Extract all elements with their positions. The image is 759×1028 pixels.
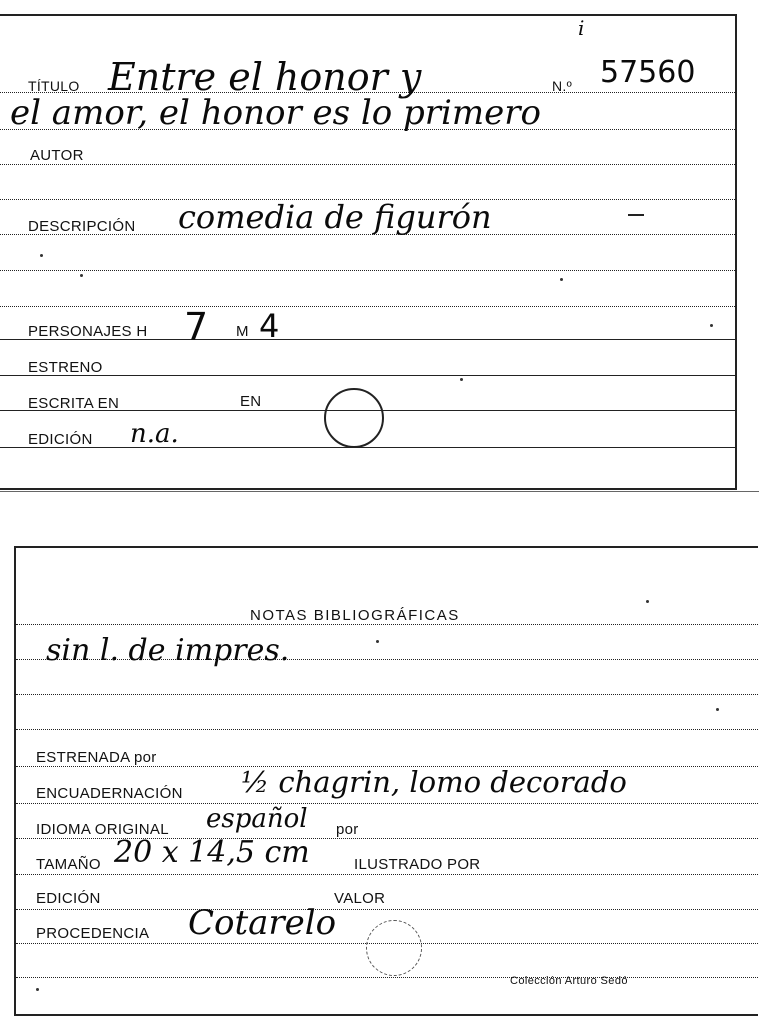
numero-value: 57560 (600, 55, 696, 90)
rule-line (0, 306, 735, 307)
notas-value: sin l. de impres. (46, 633, 290, 668)
procedencia-value: Cotarelo (188, 903, 337, 943)
encuadernacion-label: ENCUADERNACIÓN (36, 785, 183, 802)
escrita-label: ESCRITA EN (28, 395, 120, 412)
estreno-label: ESTRENO (28, 359, 103, 376)
tamano-label: TAMAÑO (36, 856, 101, 873)
catalog-card-front (0, 14, 737, 490)
rule-line (0, 164, 735, 165)
speck (40, 254, 43, 257)
coleccion-label: Colección Arturo Sedó (510, 975, 628, 987)
numero-label: N.º (552, 78, 573, 94)
procedencia-label: PROCEDENCIA (36, 925, 150, 942)
rule-line (16, 624, 758, 625)
tamano-value: 20 x 14,5 cm (114, 835, 310, 870)
encuadernacion-value: ½ chagrin, lomo decorado (241, 765, 627, 799)
speck (376, 640, 379, 643)
speck (716, 708, 719, 711)
rule-line (16, 874, 758, 875)
titulo-value-line1: Entre el honor y (108, 55, 422, 99)
rule-line (16, 977, 758, 978)
estrenada-label: ESTRENADA por (36, 749, 157, 766)
rule-line (0, 375, 735, 376)
speck (646, 600, 649, 603)
numero-mark: i (578, 16, 585, 40)
speck (36, 988, 39, 991)
rule-line (0, 447, 735, 448)
ilustrado-label: ILUSTRADO POR (354, 856, 481, 873)
rule-line (16, 909, 758, 910)
speck (710, 324, 713, 327)
catalog-card-back (14, 546, 758, 1016)
rule-line (16, 729, 758, 730)
valor-label: VALOR (334, 890, 386, 907)
autor-label: AUTOR (30, 147, 84, 164)
personajes-m-label: M (236, 323, 249, 340)
escrita-en-label: EN (240, 393, 262, 410)
rule-line (16, 803, 758, 804)
ink-stamp (324, 388, 384, 448)
ink-stamp (366, 920, 422, 976)
notas-title: NOTAS BIBLIOGRÁFICAS (250, 607, 460, 624)
card-separator (0, 491, 759, 492)
speck (80, 274, 83, 277)
rule-line (0, 270, 735, 271)
speck (460, 378, 463, 381)
edicion-label: EDICIÓN (28, 431, 93, 448)
personajes-h-value: 7 (184, 305, 209, 349)
dash-mark (628, 214, 644, 216)
speck (560, 278, 563, 281)
titulo-label: TÍTULO (28, 78, 80, 94)
idioma-por-label: por (336, 821, 359, 838)
idioma-label: IDIOMA ORIGINAL (36, 821, 169, 838)
personajes-label: PERSONAJES H (28, 323, 148, 340)
idioma-value: español (206, 804, 308, 834)
descripcion-value: comedia de figurón (178, 198, 492, 236)
rule-line (16, 694, 758, 695)
edicion-value: n.a. (130, 419, 179, 449)
edicion2-label: EDICIÓN (36, 890, 101, 907)
titulo-value-line2: el amor, el honor es lo primero (10, 93, 542, 133)
personajes-m-value: 4 (259, 307, 280, 345)
descripcion-label: DESCRIPCIÓN (28, 218, 136, 235)
